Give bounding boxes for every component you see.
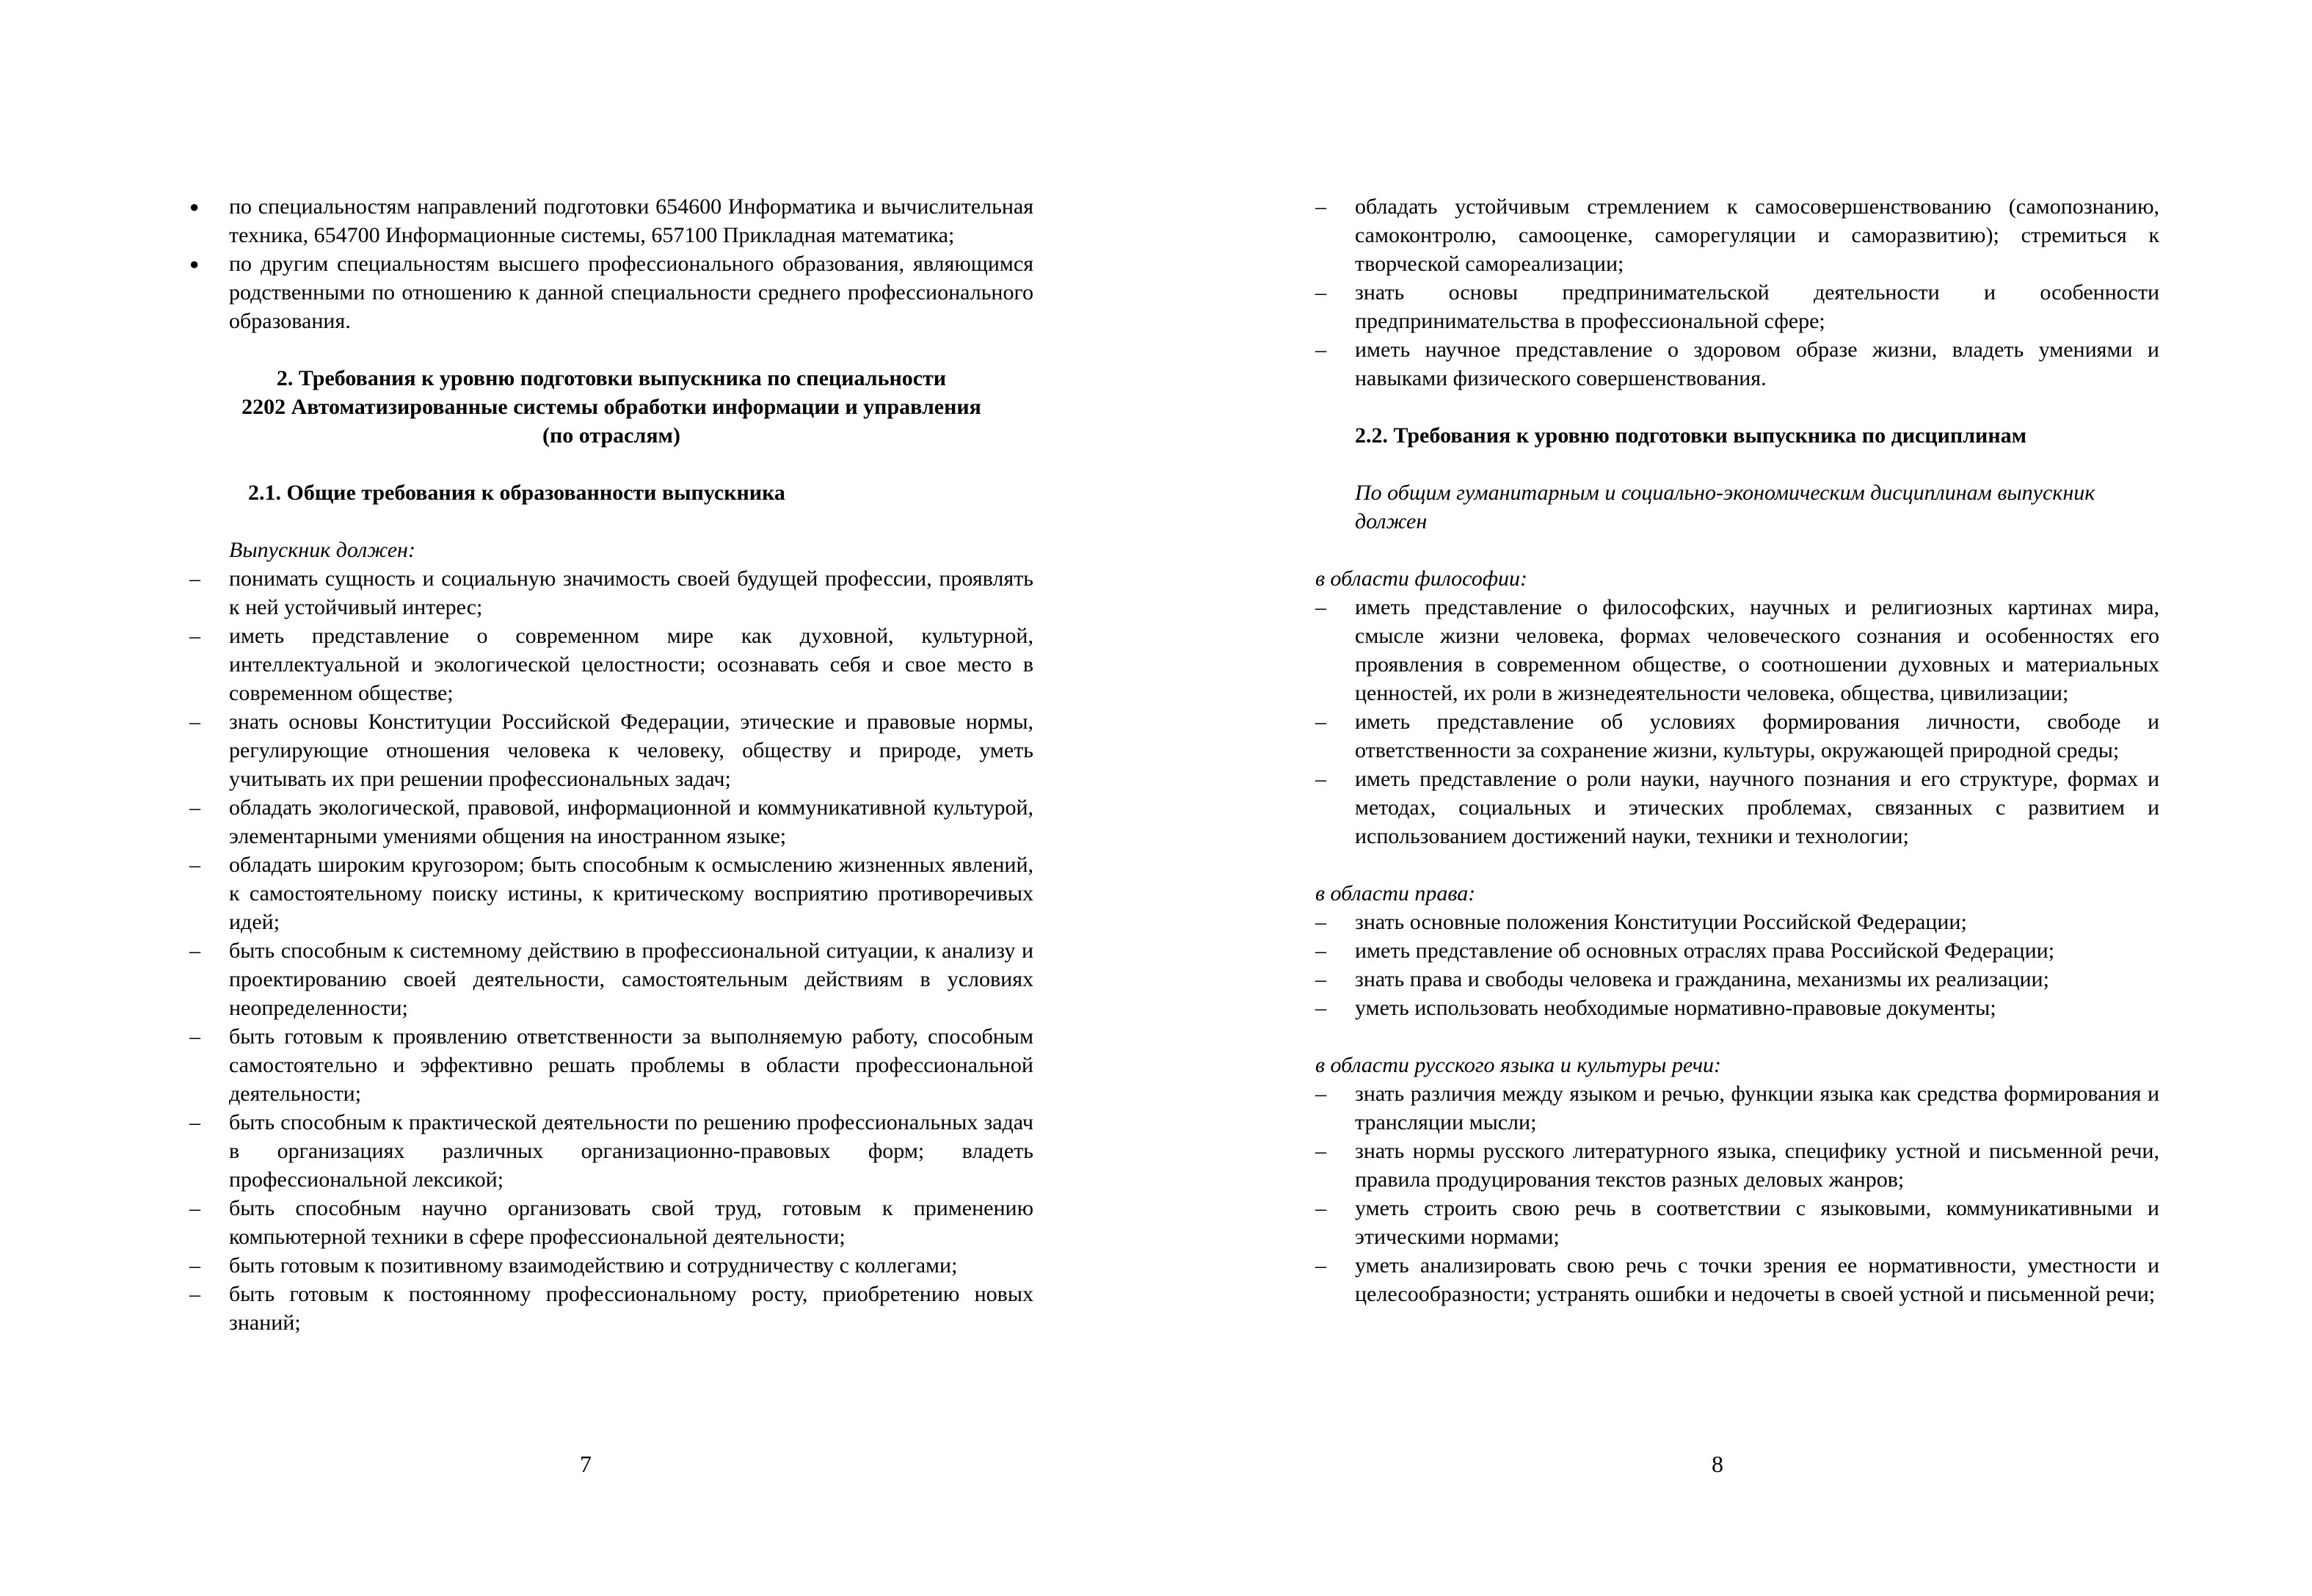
philosophy-title: в области философии: <box>1315 566 1527 591</box>
right-page <box>1315 192 2159 1308</box>
russian-language-title: в области русского языка и культуры речи: <box>1315 1053 1722 1077</box>
dash-icon: – <box>1315 1253 1326 1278</box>
dash-icon: – <box>1315 710 1326 734</box>
page-number-left: 7 <box>580 1451 592 1477</box>
dash-icon: – <box>189 1253 200 1278</box>
dash-icon: – <box>1315 910 1326 934</box>
bullet-icon: ● <box>189 197 200 216</box>
law-list <box>1315 908 2159 1022</box>
list-item: ● по другим специальностям высшего профессионального образования, являющимся родственными по отношению к данной специальности среднего профессионального образования. <box>189 249 1033 335</box>
list-item: – уметь анализировать свою речь с точки зрения ее нормативности, уместности и целесообразности; устранять ошибки и недочеты в своей устной и письменной речи; <box>1315 1251 2159 1308</box>
list-item: – быть способным к практической деятельности по решению профессиональных задач в организациях различных организационно-правовых форм; владеть профессиональной лексикой; <box>189 1108 1033 1194</box>
list-item: – знать основы предпринимательской деятельности и особенности предпринимательства в профессиональной сфере; <box>1315 278 2159 335</box>
list-item: – обладать экологической, правовой, информационной и коммуникативной культурой, элементарными умениями общения на иностранном языке; <box>189 793 1033 850</box>
list-item: – уметь использовать необходимые нормативно-правовые документы; <box>1315 994 2159 1022</box>
list-item: – быть готовым к проявлению ответственности за выполняемую работу, способным самостоятельно и эффективно решать проблемы в области профессиональной деятельности; <box>189 1022 1033 1108</box>
law-title: в области права: <box>1315 881 1476 906</box>
graduate-intro: Выпускник должен: <box>229 538 415 562</box>
dash-icon: – <box>189 853 200 877</box>
list-item: – понимать сущность и социальную значимость своей будущей профессии, проявлять к ней устойчивый интерес; <box>189 564 1033 622</box>
list-item: – иметь представление о современном мире как духовной, культурной, интеллектуальной и экологической целостности; осознавать себя и свое место в современном обществе; <box>189 622 1033 707</box>
list-item: – иметь представление об условиях формирования личности, свободе и ответственности за сохранение жизни, культуры, окружающей природной среды; <box>1315 707 2159 765</box>
dash-icon: – <box>1315 595 1326 619</box>
list-item: – знать основные положения Конституции Российской Федерации; <box>1315 908 2159 936</box>
humanities-intro: По общим гуманитарным и социально-экономическим дисциплинам выпускник должен <box>1355 481 2095 533</box>
list-item: – быть способным научно организовать свой труд, готовым к применению компьютерной техники в сфере профессиональной деятельности; <box>189 1194 1033 1251</box>
list-item: – быть готовым к постоянному профессиональному росту, приобретению новых знаний; <box>189 1280 1033 1337</box>
dash-icon: – <box>1315 996 1326 1020</box>
left-page <box>189 192 1033 1337</box>
dash-icon: – <box>189 939 200 963</box>
list-item: – иметь представление об основных отраслях права Российской Федерации; <box>1315 936 2159 965</box>
dash-icon: – <box>189 566 200 591</box>
dash-icon: – <box>1315 967 1326 991</box>
continued-requirements-list <box>1315 192 2159 393</box>
dash-icon: – <box>189 795 200 820</box>
list-item: – знать различия между языком и речью, функции языка как средства формирования и трансляции мысли; <box>1315 1079 2159 1137</box>
list-item: – быть способным к системному действию в профессиональной ситуации, к анализу и проектированию своей деятельности, самостоятельным действиям в условиях неопределенности; <box>189 936 1033 1022</box>
dash-icon: – <box>1315 767 1326 791</box>
dash-icon: – <box>189 1196 200 1220</box>
dash-icon: – <box>189 1282 200 1306</box>
section-2-1-heading: 2.1. Общие требования к образованности выпускника <box>248 481 785 505</box>
bullet-icon: ● <box>189 255 200 273</box>
dash-icon: – <box>1315 939 1326 963</box>
page-number-right: 8 <box>1712 1451 1723 1477</box>
list-item: – иметь представление о роли науки, научного познания и его структуре, формах и методах, социальных и этических проблемах, связанных с развитием и использованием достижений науки, техники и технологии; <box>1315 765 2159 850</box>
dash-icon: – <box>189 710 200 734</box>
dash-icon: – <box>1315 1139 1326 1163</box>
list-item: – знать нормы русского литературного языка, специфику устной и письменной речи, правила продуцирования текстов разных деловых жанров; <box>1315 1137 2159 1194</box>
dash-icon: – <box>1315 280 1326 305</box>
specialties-bullet-list <box>189 192 1033 335</box>
list-item: – иметь научное представление о здоровом образе жизни, владеть умениями и навыками физического совершенствования. <box>1315 335 2159 393</box>
philosophy-list <box>1315 593 2159 850</box>
dash-icon: – <box>1315 1196 1326 1220</box>
dash-icon: – <box>1315 194 1326 219</box>
list-item: – быть готовым к позитивному взаимодействию и сотрудничеству с коллегами; <box>189 1251 1033 1280</box>
list-item: – знать основы Конституции Российской Федерации, этические и правовые нормы, регулирующие отношения человека к человеку, обществу и природе, уметь учитывать их при решении профессиональных задач; <box>189 707 1033 793</box>
dash-icon: – <box>189 624 200 648</box>
general-requirements-list <box>189 564 1033 1337</box>
list-item: – знать права и свободы человека и гражданина, механизмы их реализации; <box>1315 965 2159 994</box>
list-item: – уметь строить свою речь в соответствии с языковыми, коммуникативными и этическими нормами; <box>1315 1194 2159 1251</box>
section-2-2-heading: 2.2. Требования к уровню подготовки выпускника по дисциплинам <box>1355 423 2027 448</box>
list-item: – обладать широким кругозором; быть способным к осмыслению жизненных явлений, к самостоятельному поиску истины, к критическому восприятию противоречивых идей; <box>189 850 1033 936</box>
dash-icon: – <box>1315 338 1326 362</box>
list-item: – обладать устойчивым стремлением к самосовершенствованию (самопознанию, самоконтролю, самооценке, саморегуляции и саморазвитию); стремиться к творческой самореализации; <box>1315 192 2159 278</box>
list-item: ● по специальностям направлений подготовки 654600 Информатика и вычислительная техника, 654700 Информационные системы, 657100 Прикладная математика; <box>189 192 1033 249</box>
section-2-heading: 2. Требования к уровню подготовки выпускника по специальности 2202 Автоматизированные системы обработки информации и управления (по отраслям) <box>241 366 981 448</box>
dash-icon: – <box>189 1024 200 1049</box>
dash-icon: – <box>189 1110 200 1134</box>
list-item: – иметь представление о философских, научных и религиозных картинах мира, смысле жизни человека, формах человеческого сознания и особенностях его проявления в современном обществе, о соотношении духовных и материальных ценностей, их роли в жизнедеятельности человека, общества, цивилизации; <box>1315 593 2159 707</box>
russian-language-list <box>1315 1079 2159 1308</box>
dash-icon: – <box>1315 1082 1326 1106</box>
